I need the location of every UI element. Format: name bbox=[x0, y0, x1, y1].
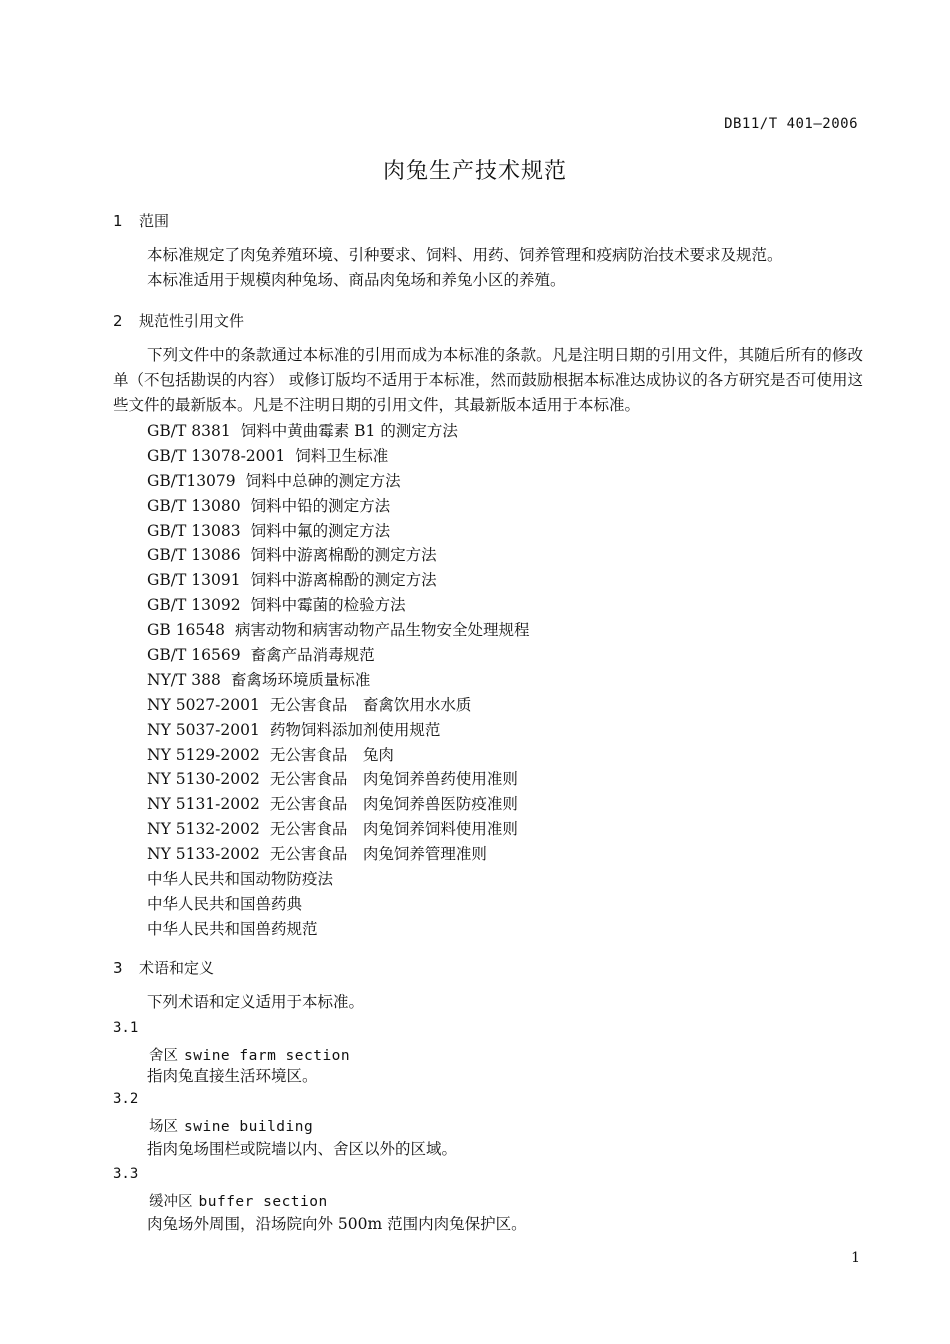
reference-title: 无公害食品 肉兔饲养兽药使用准则 bbox=[269, 770, 518, 789]
reference-item bbox=[147, 519, 530, 544]
reference-title: 药物饲料添加剂使用规范 bbox=[269, 720, 441, 739]
reference-item bbox=[147, 593, 530, 618]
reference-title: 中华人民共和国兽药规范 bbox=[147, 919, 318, 938]
page-number: 1 bbox=[851, 1250, 860, 1266]
reference-title: 畜禽产品消毒规范 bbox=[250, 646, 375, 665]
term-definition: 指肉兔直接生活环境区。 bbox=[147, 1067, 318, 1085]
reference-item bbox=[147, 792, 530, 817]
clause-number: 3.3 bbox=[113, 1166, 139, 1182]
reference-item bbox=[147, 867, 530, 892]
term-en: buffer section bbox=[198, 1194, 328, 1210]
clause-number: 3.2 bbox=[113, 1091, 139, 1107]
reference-item bbox=[147, 494, 530, 519]
reference-code: GB/T 13080 bbox=[147, 496, 241, 515]
reference-item bbox=[147, 469, 530, 494]
term-heading bbox=[149, 1115, 313, 1136]
reference-title: 无公害食品 肉兔饲养兽医防疫准则 bbox=[269, 795, 518, 814]
section-2-intro: 下列文件中的条款通过本标准的引用而成为本标准的条款。凡是注明日期的引用文件，其随后所有的修改单（不包括勘误的内容） 或修订版均不适用于本标准，然而鼓励根据本标准达成协议的各方研究是否可使用这些文件的最新版本。凡是不注明日期的引用文件，其最新版本适用于本标准。 bbox=[113, 346, 863, 414]
reference-code: NY 5037-2001 bbox=[147, 720, 260, 739]
clause-number: 3.1 bbox=[113, 1020, 139, 1036]
reference-title: 中华人民共和国动物防疫法 bbox=[147, 870, 334, 889]
reference-code: NY/T 388 bbox=[147, 670, 221, 689]
section-2-heading bbox=[113, 310, 244, 331]
term-zh: 场区 bbox=[149, 1119, 178, 1135]
document-title: 肉兔生产技术规范 bbox=[382, 159, 567, 184]
reference-code: NY 5130-2002 bbox=[147, 770, 260, 789]
reference-item bbox=[147, 892, 530, 917]
reference-item bbox=[147, 568, 530, 593]
reference-code: NY 5129-2002 bbox=[147, 745, 260, 764]
section-1-heading bbox=[113, 210, 169, 231]
reference-item bbox=[147, 668, 530, 693]
reference-title: 无公害食品 肉兔饲养饲料使用准则 bbox=[269, 820, 518, 839]
section-1-paragraph: 本标准规定了肉兔养殖环境、引种要求、饲料、用药、饲养管理和疫病防治技术要求及规范。 bbox=[147, 246, 783, 264]
reference-code: GB/T 13083 bbox=[147, 521, 241, 540]
reference-item bbox=[147, 693, 530, 718]
reference-title: 饲料中总砷的测定方法 bbox=[245, 471, 401, 490]
reference-item bbox=[147, 444, 530, 469]
reference-code: GB/T 13086 bbox=[147, 546, 241, 565]
reference-code: NY 5132-2002 bbox=[147, 820, 260, 839]
reference-title: 饲料中黄曲霉素 B1 的测定方法 bbox=[240, 422, 458, 440]
reference-title: 饲料中游离棉酚的测定方法 bbox=[250, 546, 437, 565]
term-heading bbox=[149, 1044, 350, 1065]
reference-title: 饲料中氟的测定方法 bbox=[250, 521, 391, 540]
reference-list bbox=[147, 419, 530, 942]
reference-item bbox=[147, 743, 530, 768]
reference-item bbox=[147, 767, 530, 792]
reference-code: GB/T 8381 bbox=[147, 422, 231, 440]
reference-code: GB/T 16569 bbox=[147, 646, 241, 665]
reference-item bbox=[147, 543, 530, 568]
section-title: 术语和定义 bbox=[139, 959, 215, 977]
section-3-intro: 下列术语和定义适用于本标准。 bbox=[147, 993, 365, 1011]
term-en: swine farm section bbox=[184, 1048, 351, 1064]
reference-code: NY 5131-2002 bbox=[147, 795, 260, 814]
reference-item bbox=[147, 643, 530, 668]
reference-title: 饲料中游离棉酚的测定方法 bbox=[250, 571, 437, 590]
reference-item bbox=[147, 718, 530, 743]
section-number: 3 bbox=[113, 959, 123, 977]
reference-item bbox=[147, 917, 530, 942]
reference-item bbox=[147, 419, 530, 444]
reference-title: 饲料中铅的测定方法 bbox=[250, 496, 391, 515]
section-number: 2 bbox=[113, 312, 123, 330]
section-title: 范围 bbox=[139, 212, 170, 230]
term-zh: 缓冲区 bbox=[149, 1194, 193, 1210]
reference-code: GB/T 13091 bbox=[147, 571, 241, 590]
reference-title: 无公害食品 肉兔饲养管理准则 bbox=[269, 845, 487, 864]
reference-code: GB/T 13092 bbox=[147, 596, 241, 615]
reference-code: GB/T13079 bbox=[147, 471, 236, 490]
reference-title: 无公害食品 兔肉 bbox=[269, 745, 394, 764]
standard-code: DB11/T 401—2006 bbox=[724, 116, 858, 132]
term-en: swine building bbox=[184, 1119, 314, 1135]
term-heading bbox=[149, 1190, 328, 1211]
reference-code: NY 5133-2002 bbox=[147, 845, 260, 864]
section-3-heading bbox=[113, 957, 214, 978]
reference-code: NY 5027-2001 bbox=[147, 695, 260, 714]
reference-code: GB/T 13078-2001 bbox=[147, 446, 286, 465]
reference-title: 无公害食品 畜禽饮用水水质 bbox=[269, 695, 472, 714]
reference-item bbox=[147, 618, 530, 643]
reference-title: 病害动物和病害动物产品生物安全处理规程 bbox=[235, 621, 530, 640]
section-number: 1 bbox=[113, 212, 123, 230]
reference-item bbox=[147, 842, 530, 867]
term-definition: 肉兔场外周围，沿场院向外 500m 范围内肉兔保护区。 bbox=[147, 1215, 527, 1233]
term-zh: 舍区 bbox=[149, 1048, 178, 1064]
section-title: 规范性引用文件 bbox=[139, 312, 245, 330]
section-1-paragraph: 本标准适用于规模肉种兔场、商品肉兔场和养兔小区的养殖。 bbox=[147, 271, 566, 289]
reference-title: 饲料卫生标准 bbox=[295, 446, 389, 465]
term-definition: 指肉兔场围栏或院墙以内、舍区以外的区域。 bbox=[147, 1140, 458, 1158]
reference-title: 中华人民共和国兽药典 bbox=[147, 894, 303, 913]
reference-item bbox=[147, 817, 530, 842]
reference-code: GB 16548 bbox=[147, 621, 226, 640]
reference-title: 饲料中霉菌的检验方法 bbox=[250, 596, 406, 615]
reference-title: 畜禽场环境质量标准 bbox=[230, 670, 371, 689]
